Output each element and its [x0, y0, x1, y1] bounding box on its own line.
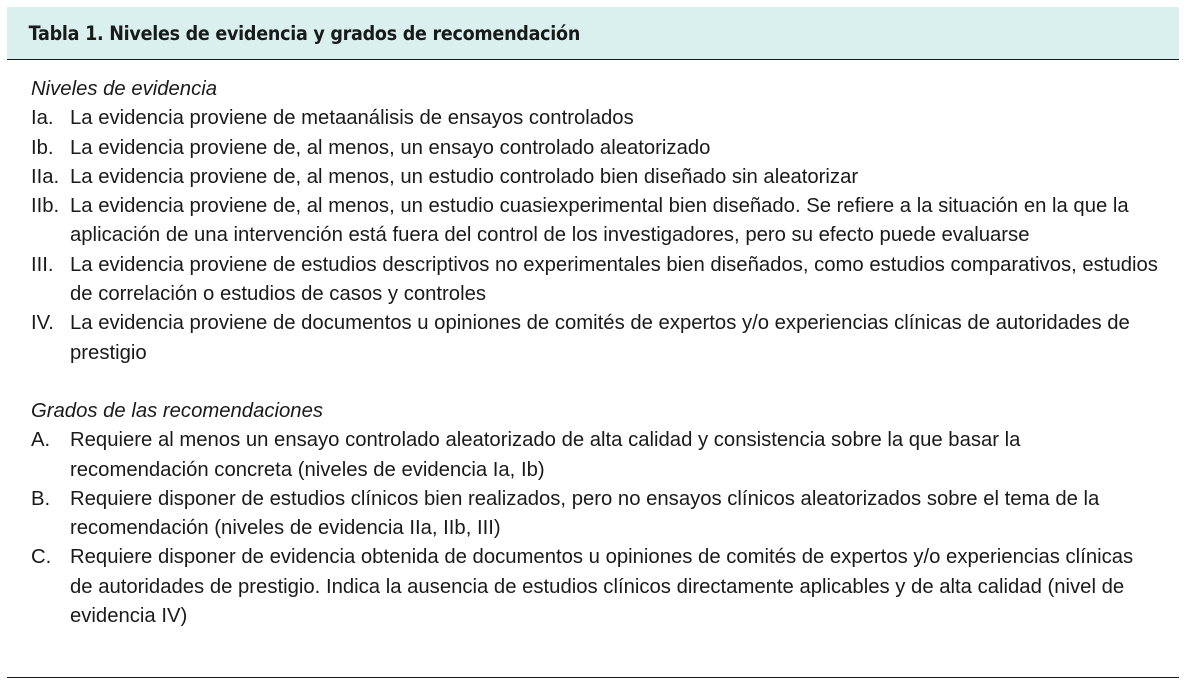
level-label: IV. — [31, 312, 54, 335]
grade-text: Requiere disponer de estudios clínicos bien realizados, pero no ensayos clínicos aleatorizados sobre el tema de la recomendación (niveles de evidencia IIa, IIb, III) — [70, 487, 1100, 540]
level-text: La evidencia proviene de documentos u opiniones de comités de expertos y/o experiencias clínicas de autoridades de prestigio — [70, 312, 1130, 364]
level-item-iib — [7, 192, 1179, 251]
level-label: Ia. — [31, 107, 54, 130]
table-body — [7, 60, 1179, 631]
grade-text: Requiere disponer de evidencia obtenida de documentos u opiniones de comités de expertos y/o experiencias clínicas de autoridades de prestigio. Indica la ausencia de estudios clínicos directamente aplicables y de alta calidad (nivel de evidencia IV) — [70, 546, 1134, 628]
level-label: Ib. — [31, 136, 54, 159]
grade-label: A. — [31, 429, 51, 452]
grade-text: Requiere al menos un ensayo controlado aleatorizado de alta calidad y consistencia sobre la que basar la recomendación concreta (niveles de evidencia Ia, Ib) — [70, 429, 1021, 481]
table-title: Tabla 1. Niveles de evidencia y grados de recomendación — [28, 21, 581, 45]
level-label: IIb. — [31, 195, 60, 218]
level-item-ia — [7, 104, 1179, 133]
grade-item-b — [7, 485, 1179, 544]
grades-list — [7, 426, 1179, 631]
level-item-ib — [7, 134, 1179, 163]
level-label: III. — [31, 253, 54, 276]
level-label: IIa. — [31, 165, 60, 188]
table-header — [7, 7, 1179, 60]
level-text: La evidencia proviene de estudios descriptivos no experimentales bien diseñados, como estudios comparativos, estudios de correlación o estudios de casos y controles — [70, 253, 1158, 306]
level-text: La evidencia proviene de metaanálisis de ensayos controlados — [70, 107, 634, 130]
level-item-iv — [7, 309, 1179, 368]
grade-label: B. — [31, 487, 51, 510]
evidence-table — [7, 7, 1179, 631]
section-spacer — [7, 368, 1179, 397]
levels-heading: Niveles de evidencia — [31, 78, 218, 100]
level-item-iia — [7, 163, 1179, 192]
table-bottom-rule — [7, 677, 1179, 678]
levels-list — [7, 104, 1179, 368]
level-text: La evidencia proviene de, al menos, un ensayo controlado aleatorizado — [70, 136, 711, 159]
grade-item-a — [7, 426, 1179, 485]
level-text: La evidencia proviene de, al menos, un estudio controlado bien diseñado sin aleatorizar — [70, 165, 859, 188]
level-item-iii — [7, 251, 1179, 310]
grades-heading: Grados de las recomendaciones — [31, 399, 323, 422]
level-text: La evidencia proviene de, al menos, un estudio cuasiexperimental bien diseñado. Se refiere a la situación en la que la aplicación de una intervención está fuera del control de los investigadores, pero su efecto puede evaluarse — [70, 195, 1129, 247]
grade-item-c — [7, 543, 1179, 631]
grade-label: C. — [31, 546, 52, 569]
